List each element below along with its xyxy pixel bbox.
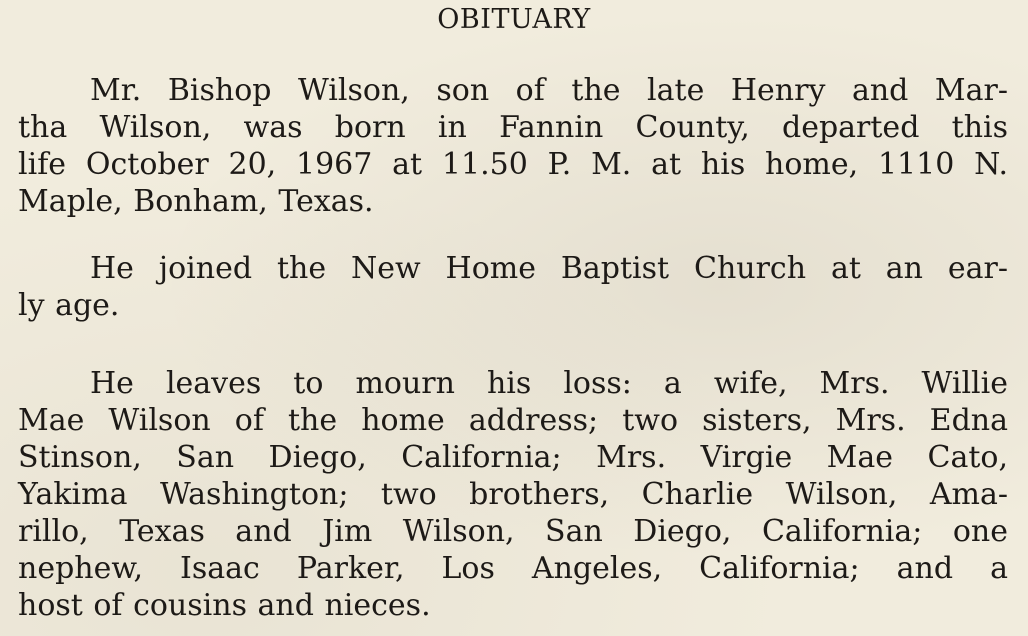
page-title: OBITUARY	[437, 4, 591, 35]
text-line: tha Wilson, was born in Fannin County, departed this	[18, 110, 1008, 145]
paragraph-church	[18, 250, 1008, 324]
paragraph-birth-and-death	[18, 72, 1008, 220]
text-line: nephew, Isaac Parker, Los Angeles, California; and a	[18, 551, 1008, 586]
text-line: He leaves to mourn his loss: a wife, Mrs. Willie	[90, 366, 1008, 401]
text-line: life October 20, 1967 at 11.50 P. M. at his home, 1110 N.	[18, 147, 1008, 182]
paragraph-survivors	[18, 365, 1008, 624]
text-line: He joined the New Home Baptist Church at an ear-	[90, 251, 1008, 286]
text-line: Stinson, San Diego, California; Mrs. Virgie Mae Cato,	[18, 440, 1008, 475]
text-line: rillo, Texas and Jim Wilson, San Diego, California; one	[18, 514, 1008, 549]
text-line: Mr. Bishop Wilson, son of the late Henry and Mar-	[90, 73, 1008, 108]
text-line: host of cousins and nieces.	[18, 588, 431, 623]
text-line: ly age.	[18, 288, 120, 323]
text-line: Yakima Washington; two brothers, Charlie Wilson, Ama-	[18, 477, 1008, 512]
text-line: Maple, Bonham, Texas.	[18, 184, 374, 219]
text-line: Mae Wilson of the home address; two sisters, Mrs. Edna	[18, 403, 1008, 438]
